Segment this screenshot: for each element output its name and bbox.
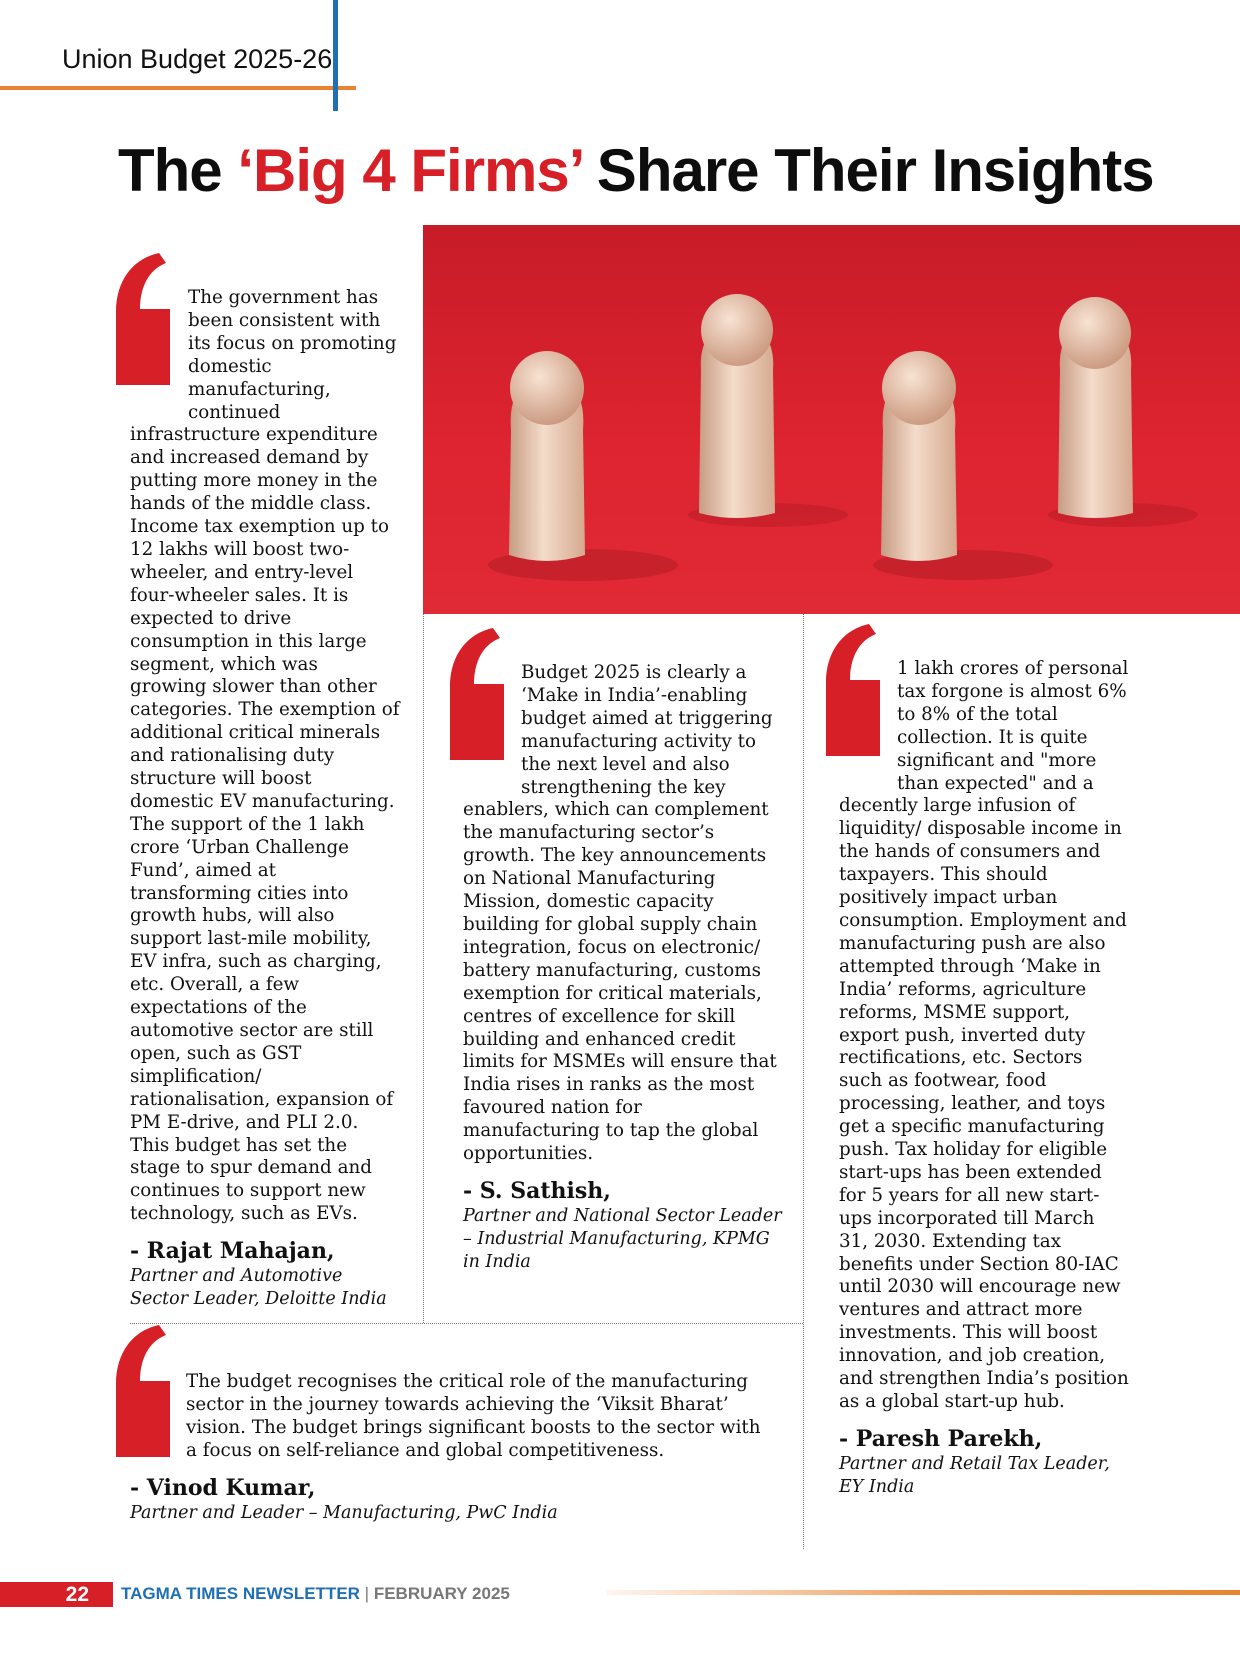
footer-text <box>121 1584 510 1604</box>
quote-text: The budget recognises the critical role of the manufacturing sector in the journey towards achieving the ‘Viksit Bharat’ vision. The budget brings significant boosts to the sector with a focus on self-reliance and global competitiveness. <box>186 1371 761 1461</box>
page-title <box>118 136 1154 205</box>
newsletter-name: TAGMA TIMES NEWSLETTER <box>121 1584 360 1603</box>
wooden-figure-2 <box>699 294 775 518</box>
quote-author: - Paresh Parekh, <box>839 1425 1043 1452</box>
quote-author-role: Partner and Leader – Manufacturing, PwC India <box>130 1502 558 1523</box>
quote-author-role: Partner and National Sector Leader – Industrial Manufacturing, KPMG in India <box>463 1205 782 1272</box>
header-orange-rule <box>0 86 356 90</box>
footer-gradient-rule <box>607 1590 1240 1595</box>
quote-text: The government has been consistent with its focus on promoting domestic manufacturing, continued infrastructure expenditure and increased demand by putting more money in the hands of the middle class. Income tax exemption up to 12 lakhs will boost two-wheeler, and entry-level four-wheeler sales. It is expected to drive consumption in this large segment, which was growing slower than other categories. The exemption of additional critical minerals and rationalising duty structure will boost domestic EV manufacturing. The support of the 1 lakh crore ‘Urban Challenge Fund’, aimed at transforming cities into growth hubs, will also support last-mile mobility, EV infra, such as charging, etc. Overall, a few expectations of the automotive sector are still open, such as GST simplification/ rationalisation, expansion of PM E-drive, and PLI 2.0. This budget has set the stage to spur demand and continues to support new technology, such as EVs. <box>130 287 400 1225</box>
quote-text: 1 lakh crores of personal tax forgone is almost 6% to 8% of the total collection. It is quite significant and "more than expected" and a decently large infusion of liquidity/ disposable income in the hands of consumers and taxpayers. This should positively impact urban consumption. Employment and manufacturing push are also attempted through ‘Make in India’ reforms, agriculture reforms, MSME support, export push, inverted duty rectifications, etc. Sectors such as footwear, food processing, leather, and toys get a specific manufacturing push. Tax holiday for eligible start-ups has been extended for 5 years for all new start-ups incorporated till March 31, 2030. Extending tax benefits under Section 80-IAC until 2030 will encourage new ventures and attract more investments. This will boost innovation, and job creation, and strengthen India’s position as a global start-up hub. <box>839 658 1129 1412</box>
page-number: 22 <box>0 1582 113 1607</box>
hero-image-wooden-figures <box>423 225 1240 614</box>
footer-separator: | <box>364 1584 370 1603</box>
quote-block-kpmg <box>463 662 783 1274</box>
wooden-figure-1 <box>509 351 585 561</box>
column-divider-1 <box>423 614 424 1323</box>
quote-author-role: Partner and Retail Tax Leader, EY India <box>839 1453 1110 1497</box>
quote-author: - S. Sathish, <box>463 1177 611 1204</box>
title-prefix: The <box>118 137 238 204</box>
column-divider-2 <box>803 614 804 1549</box>
wooden-figure-3 <box>881 351 957 561</box>
quote-block-deloitte <box>130 287 400 1311</box>
row-divider <box>130 1323 803 1324</box>
wooden-figure-4 <box>1058 297 1133 518</box>
title-suffix: Share Their Insights <box>581 137 1154 204</box>
quote-author: - Vinod Kumar, <box>130 1474 316 1501</box>
quote-author: - Rajat Mahajan, <box>130 1238 335 1265</box>
title-accent: ‘Big 4 Firms’ <box>237 137 582 204</box>
issue-date: FEBRUARY 2025 <box>373 1584 510 1603</box>
quote-block-pwc <box>130 1371 775 1525</box>
quote-text: Budget 2025 is clearly a ‘Make in India’-enabling budget aimed at triggering manufacturing activity to the next level and also strengthening the key enablers, which can complement the manufacturing sector’s growth. The key announcements on National Manufacturing Mission, domestic capacity building for global supply chain integration, focus on electronic/ battery manufacturing, customs exemption for critical materials, centres of excellence for skill building and enhanced credit limits for MSMEs will ensure that India rises in ranks as the most favoured nation for manufacturing to tap the global opportunities. <box>463 662 777 1165</box>
section-label: Union Budget 2025-26 <box>62 44 333 74</box>
quote-author-role: Partner and Automotive Sector Leader, Deloitte India <box>130 1266 387 1310</box>
header-blue-rule <box>333 0 338 111</box>
quote-block-ey <box>839 658 1129 1499</box>
